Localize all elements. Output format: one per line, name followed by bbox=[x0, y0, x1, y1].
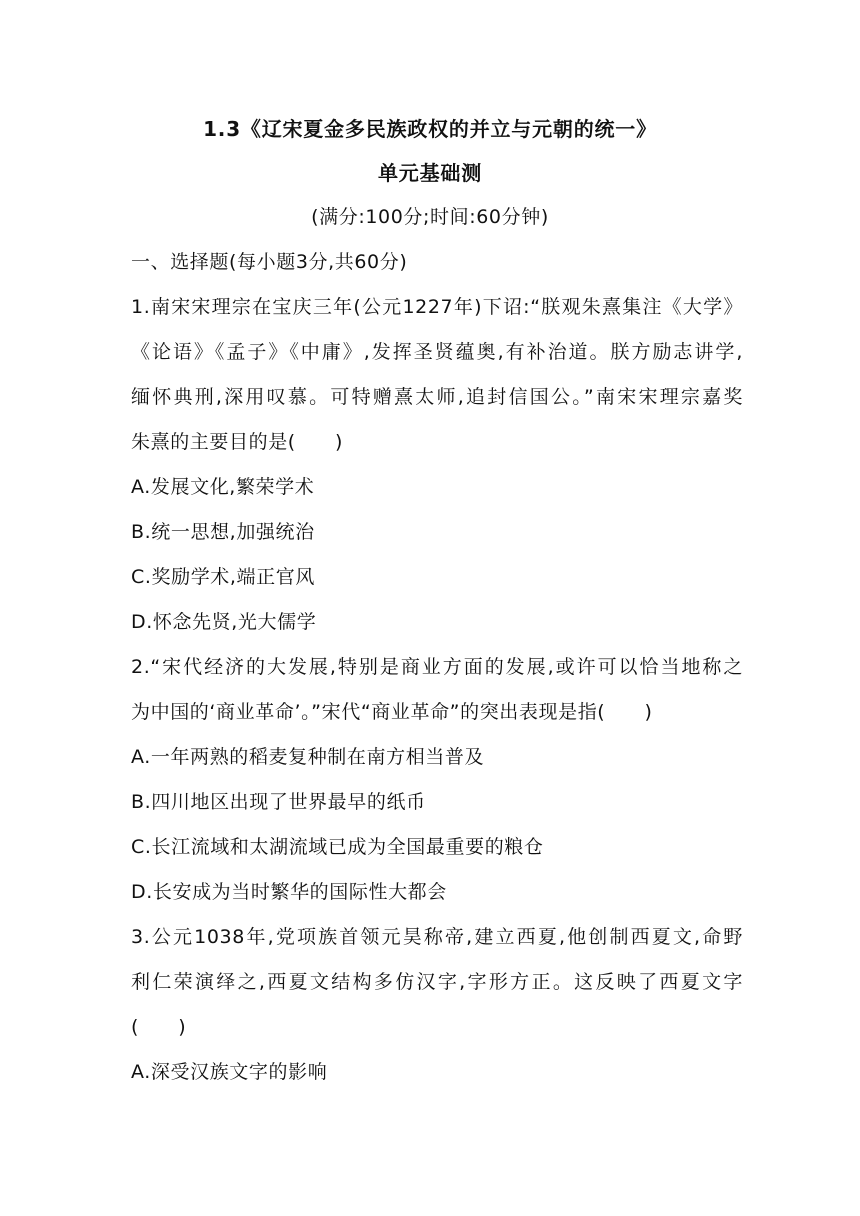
question-2-option-b: B.四川地区出现了世界最早的纸币 bbox=[131, 791, 426, 813]
section-heading: 一、选择题(每小题3分,共60分) bbox=[131, 251, 408, 273]
question-1-option-d: D.怀念先贤,光大儒学 bbox=[131, 611, 317, 633]
question-3-stem-line-2: 利仁荣演绎之,西夏文结构多仿汉字,字形方正。这反映了西夏文字 bbox=[131, 971, 743, 993]
question-3-stem-line-3: ( ) bbox=[131, 1016, 187, 1038]
question-1-stem-line-4: 朱熹的主要目的是( ) bbox=[131, 431, 344, 453]
question-1-option-a: A.发展文化,繁荣学术 bbox=[131, 476, 315, 498]
question-2-option-a: A.一年两熟的稻麦复种制在南方相当普及 bbox=[131, 746, 485, 768]
document-title: 1.3《辽宋夏金多民族政权的并立与元朝的统一》 bbox=[203, 117, 657, 141]
question-3-stem-line-1: 3.公元1038年,党项族首领元昊称帝,建立西夏,他创制西夏文,命野 bbox=[131, 926, 743, 948]
question-1-option-b: B.统一思想,加强统治 bbox=[131, 521, 315, 543]
question-2-stem-line-1: 2.“宋代经济的大发展,特别是商业方面的发展,或许可以恰当地称之 bbox=[131, 656, 743, 678]
score-time-info: (满分:100分;时间:60分钟) bbox=[311, 206, 549, 228]
question-2-stem-line-2: 为中国的‘商业革命’。”宋代“商业革命”的突出表现是指( ) bbox=[131, 701, 653, 723]
question-1-stem-line-2: 《论语》《孟子》《中庸》,发挥圣贤蕴奥,有补治道。朕方励志讲学, bbox=[131, 341, 743, 363]
document-subtitle: 单元基础测 bbox=[378, 161, 482, 185]
question-1-option-c: C.奖励学术,端正官风 bbox=[131, 566, 315, 588]
question-2-option-c: C.长江流域和太湖流域已成为全国最重要的粮仓 bbox=[131, 836, 544, 858]
question-1-stem-line-1: 1.南宋宋理宗在宝庆三年(公元1227年)下诏:“朕观朱熹集注《大学》 bbox=[131, 296, 743, 318]
question-3-option-a: A.深受汉族文字的影响 bbox=[131, 1061, 328, 1083]
question-2-option-d: D.长安成为当时繁华的国际性大都会 bbox=[131, 881, 447, 903]
question-1-stem-line-3: 缅怀典刑,深用叹慕。可特赠熹太师,追封信国公。”南宋宋理宗嘉奖 bbox=[131, 386, 743, 408]
